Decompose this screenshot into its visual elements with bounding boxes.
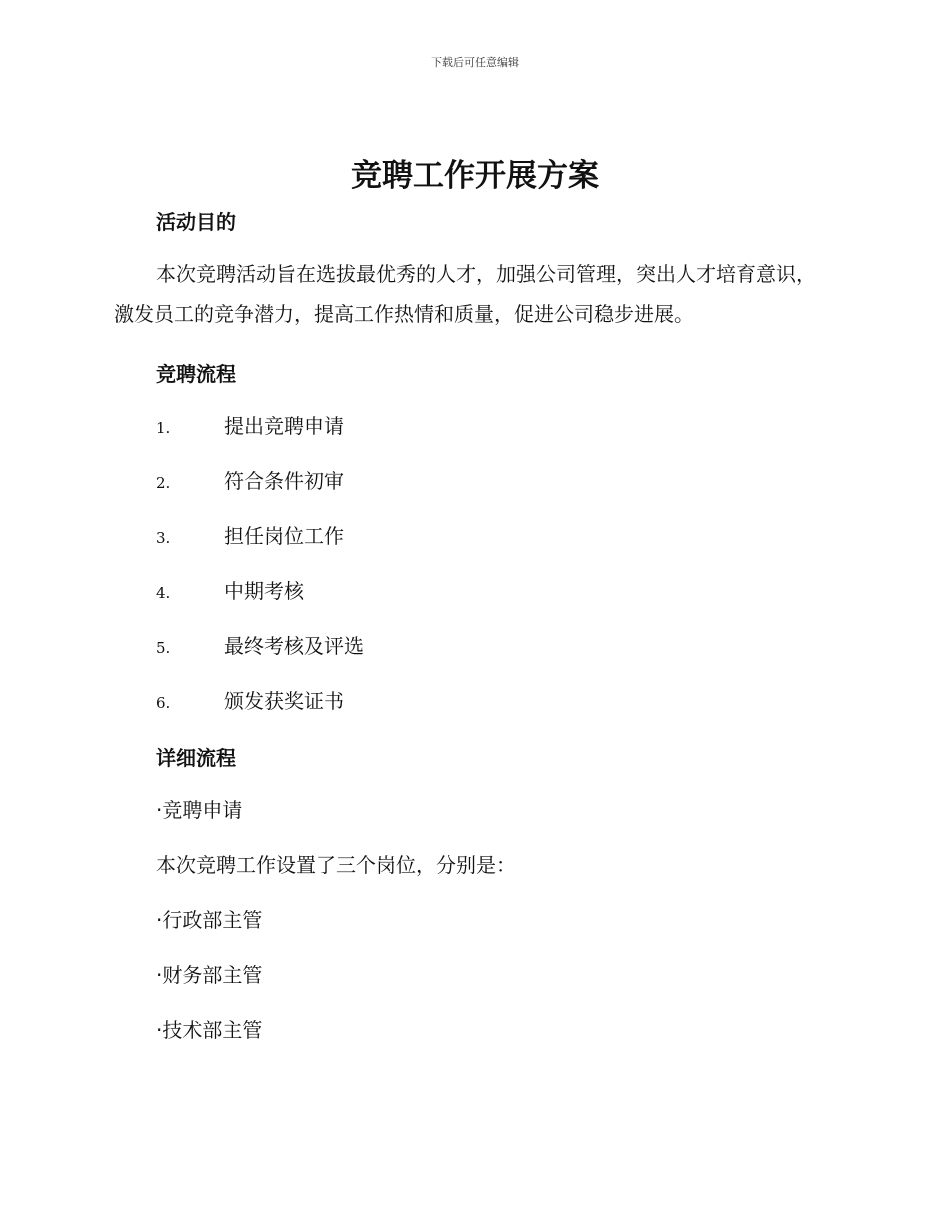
step-number: 6. (156, 694, 171, 712)
detail-sub-item-text: 竞聘申请 (162, 798, 243, 822)
bullet-icon: · (156, 963, 163, 987)
bullet-icon: · (156, 908, 163, 932)
header-note: 下载后可任意编辑 (431, 56, 519, 69)
list-item (156, 630, 364, 685)
step-number: 4. (156, 584, 171, 602)
step-number: 1. (156, 419, 171, 437)
step-number: 2. (156, 474, 171, 492)
bullet-icon: · (156, 1018, 163, 1042)
position-text: 财务部主管 (162, 963, 263, 987)
step-text: 最终考核及评选 (224, 634, 364, 658)
position-item (156, 961, 262, 989)
step-text: 担任岗位工作 (224, 524, 344, 548)
step-text: 中期考核 (224, 579, 304, 603)
list-item (156, 465, 364, 520)
list-item (156, 575, 364, 630)
position-item (156, 906, 262, 934)
bullet-icon: · (156, 798, 163, 822)
step-text: 提出竞聘申请 (224, 414, 344, 438)
detail-intro: 本次竞聘工作设置了三个岗位，分别是： (156, 853, 516, 877)
step-text: 颁发获奖证书 (224, 689, 344, 713)
position-text: 技术部主管 (162, 1018, 263, 1042)
step-number: 5. (156, 639, 171, 657)
position-text: 行政部主管 (162, 908, 263, 932)
detail-sub-item (156, 796, 242, 824)
process-steps-list (156, 410, 364, 740)
section-heading-detail: 详细流程 (156, 746, 236, 770)
list-item (156, 685, 364, 740)
step-text: 符合条件初审 (224, 469, 344, 493)
position-item (156, 1016, 262, 1044)
section-heading-process: 竞聘流程 (156, 362, 236, 386)
section-heading-purpose: 活动目的 (156, 210, 236, 234)
step-number: 3. (156, 529, 171, 547)
purpose-paragraph: 本次竞聘活动旨在选拔最优秀的人才，加强公司管理，突出人才培育意识，激发员工的竞争潜力，提高工作热情和质量，促进公司稳步进展。 (114, 262, 816, 326)
list-item (156, 520, 364, 575)
document-title: 竞聘工作开展方案 (351, 158, 599, 194)
list-item (156, 410, 364, 465)
